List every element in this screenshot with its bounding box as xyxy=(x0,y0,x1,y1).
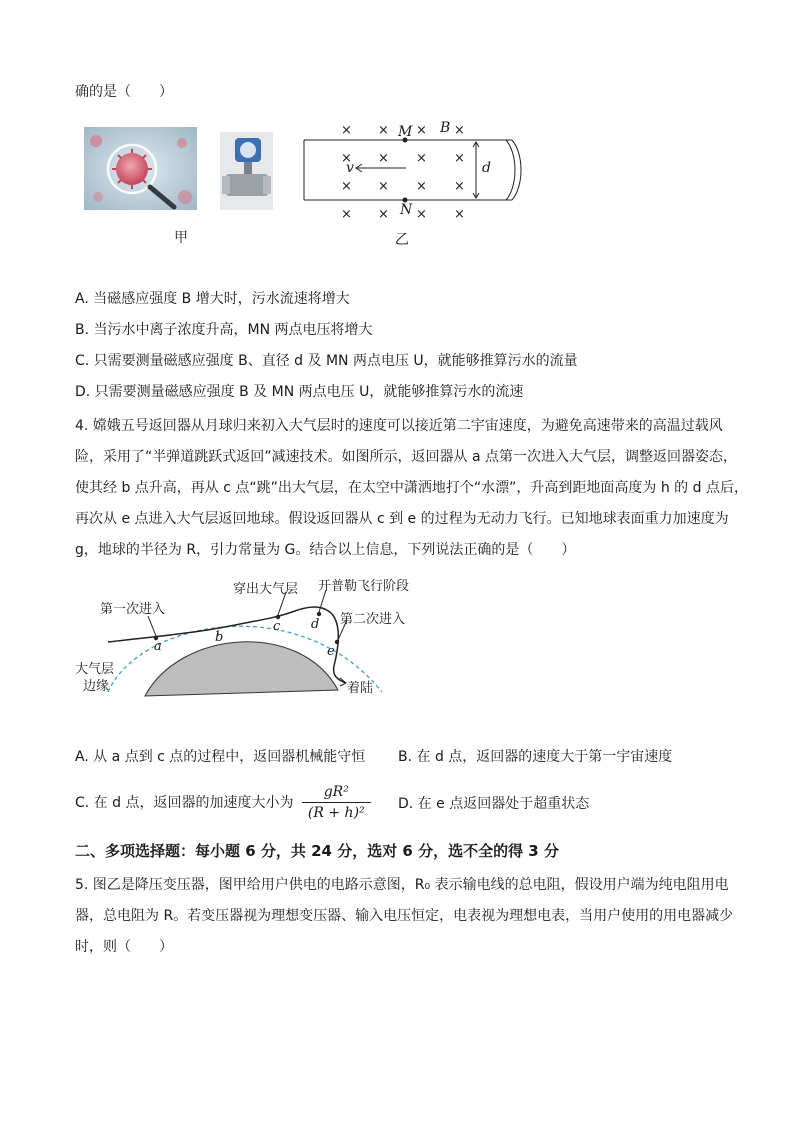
label-point-e: e xyxy=(327,644,335,659)
svg-text:×: × xyxy=(378,179,389,194)
q5-stem-line-1: 5. 图乙是降压变压器，图甲给用户供电的电路示意图，R₀ 表示输电线的总电阻，假设用户端为纯电阻用电 xyxy=(75,877,729,893)
label-atmosphere-edge-1: 大气层 xyxy=(75,662,115,677)
fraction-numerator: gR² xyxy=(302,782,371,803)
q4-option-c xyxy=(75,782,371,828)
svg-text:×: × xyxy=(378,151,389,166)
q4-stem-line-5: g，地球的半径为 R，引力常量为 G。结合以上信息，下列说法正确的是（ ） xyxy=(75,542,576,558)
section-2-heading: 二、多项选择题：每小题 6 分，共 24 分，选对 6 分，选不全的得 3 分 xyxy=(75,842,559,860)
label-first-entry: 第一次进入 xyxy=(100,602,166,617)
virus-photo xyxy=(84,127,197,210)
label-point-b: b xyxy=(215,630,224,645)
q3-option-d: D. 只需要测量磁感应强度 B 及 MN 两点电压 U，就能够推算污水的流速 xyxy=(75,384,524,400)
q4-stem-line-2: 险，采用了“半弹道跳跃式返回”减速技术。如图所示，返回器从 a 点第一次进入大气层，调整返回器姿态， xyxy=(75,449,737,465)
q3-stem-tail: 确的是（ ） xyxy=(75,84,173,100)
svg-text:×: × xyxy=(454,123,465,138)
svg-text:×: × xyxy=(416,151,427,166)
svg-text:×: × xyxy=(341,179,352,194)
fig-yi-caption: 乙 xyxy=(395,232,409,248)
label-atmosphere-edge-2: 边缘 xyxy=(83,679,110,694)
label-landing: 着陆 xyxy=(347,681,374,696)
svg-text:×: × xyxy=(341,123,352,138)
q4-stem-line-1: 4. 嫦娥五号返回器从月球归来初入大气层时的速度可以接近第二宇宙速度，为避免高速带来的高温过载风 xyxy=(75,418,723,434)
q5-stem-line-3: 时，则（ ） xyxy=(75,939,173,955)
label-exit-atmosphere: 穿出大气层 xyxy=(233,582,299,597)
svg-text:×: × xyxy=(341,207,352,222)
svg-text:×: × xyxy=(378,123,389,138)
label-second-entry: 第二次进入 xyxy=(340,612,406,627)
q4-option-d: D. 在 e 点返回器处于超重状态 xyxy=(398,796,590,812)
q3-option-a: A. 当磁感应强度 B 增大时，污水流速将增大 xyxy=(75,291,350,307)
svg-text:×: × xyxy=(416,123,427,138)
svg-text:×: × xyxy=(454,179,465,194)
q3-option-b: B. 当污水中离子浓度升高，MN 两点电压将增大 xyxy=(75,322,373,338)
svg-text:×: × xyxy=(341,151,352,166)
label-point-d: d xyxy=(311,617,320,632)
label-kepler-phase: 开普勒飞行阶段 xyxy=(318,579,410,594)
svg-text:×: × xyxy=(416,179,427,194)
q3-option-c: C. 只需要测量磁感应强度 B、直径 d 及 MN 两点电压 U，就能够推算污水的流量 xyxy=(75,353,578,369)
q5-stem-line-2: 器，总电阻为 R。若变压器视为理想变压器、输入电压恒定，电表视为理想电表，当用户使用的用电器减少 xyxy=(75,908,734,924)
q4-option-c-fraction xyxy=(302,782,371,823)
label-M: M xyxy=(398,124,413,140)
fig-jia-caption: 甲 xyxy=(174,230,188,246)
q4-option-b: B. 在 d 点，返回器的速度大于第一宇宙速度 xyxy=(398,749,673,765)
q4-stem-line-3: 使其经 b 点升高，再从 c 点“跳”出大气层，在太空中潇洒地打个“水漂”，升高到距地面高度为 h 的 d 点后， xyxy=(75,480,748,496)
label-point-c: c xyxy=(273,619,281,634)
svg-text:×: × xyxy=(454,207,465,222)
svg-text:×: × xyxy=(378,207,389,222)
svg-text:×: × xyxy=(454,151,465,166)
q4-option-a: A. 从 a 点到 c 点的过程中，返回器机械能守恒 xyxy=(75,749,366,765)
label-B: B xyxy=(440,120,451,136)
flowmeter-photo xyxy=(220,132,273,210)
label-v: v xyxy=(346,160,354,176)
fraction-denominator: (R + h)² xyxy=(307,805,365,821)
svg-text:×: × xyxy=(416,207,427,222)
label-N: N xyxy=(400,202,413,218)
q4-stem-line-4: 再次从 e 点进入大气层返回地球。假设返回器从 c 到 e 的过程为无动力飞行。已知地球表面重力加速度为 xyxy=(75,511,729,527)
label-d: d xyxy=(482,160,491,176)
label-point-a: a xyxy=(154,639,162,654)
q4-option-c-prefix: C. 在 d 点，返回器的加速度大小为 xyxy=(75,794,294,811)
